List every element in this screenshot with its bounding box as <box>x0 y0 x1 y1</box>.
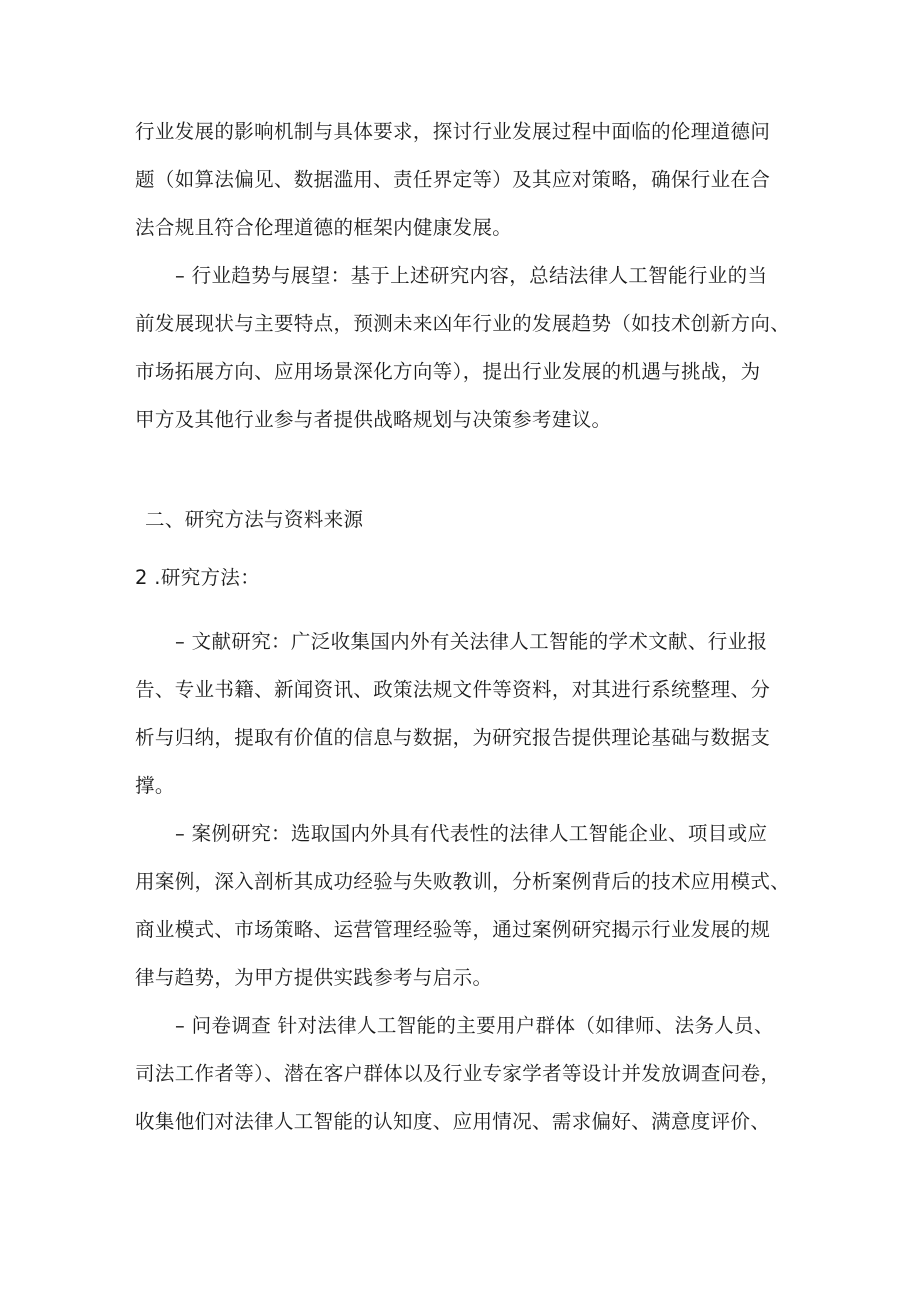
paragraph-line: 撑。 <box>135 774 175 797</box>
paragraph-line: 用案例，深入剖析其成功经验与失败教训，分析案例背后的技术应用模式、 <box>135 870 791 893</box>
paragraph-line: 告、专业书籍、新闻资讯、政策法规文件等资料，对其进行系统整理、分 <box>135 678 771 701</box>
paragraph-line: – 问卷调查 针对法律人工智能的主要用户群体（如律师、法务人员、 <box>175 1014 774 1037</box>
paragraph-line: 商业模式、市场策略、运营管理经验等，通过案例研究揭示行业发展的规 <box>135 918 771 941</box>
paragraph-line: 律与趋势，为甲方提供实践参考与启示。 <box>135 966 493 989</box>
paragraph-line: 析与归纳，提取有价值的信息与数据，为研究报告提供理论基础与数据支 <box>135 726 771 749</box>
subsection-heading: 2 .研究方法： <box>135 566 261 589</box>
paragraph-line: 收集他们对法律人工智能的认知度、应用情况、需求偏好、满意度评价、 <box>135 1110 771 1133</box>
paragraph-line: 法合规且符合伦理道德的框架内健康发展。 <box>135 216 513 239</box>
section-heading: 二、研究方法与资料来源 <box>145 508 364 531</box>
paragraph-line: 甲方及其他行业参与者提供战略规划与决策参考建议。 <box>135 408 612 431</box>
paragraph-line: – 行业趋势与展望：基于上述研究内容，总结法律人工智能行业的当 <box>175 264 768 287</box>
paragraph-line: 前发展现状与主要特点，预测未来凶年行业的发展趋势（如技术创新方向、 <box>135 312 791 335</box>
paragraph-line: 题（如算法偏见、数据滥用、责任界定等）及其应对策略，确保行业在合 <box>135 168 771 191</box>
paragraph-line: – 案例研究：选取国内外具有代表性的法律人工智能企业、项目或应 <box>175 822 768 845</box>
paragraph-line: 司法工作者等）、潜在客户群体以及行业专家学者等设计并发放调查问卷， <box>135 1062 781 1085</box>
paragraph-line: 市场拓展方向、应用场景深化方向等），提出行业发展的机遇与挑战，为 <box>135 360 761 383</box>
paragraph-line: 行业发展的影响机制与具体要求，探讨行业发展过程中面临的伦理道德问 <box>135 120 771 143</box>
paragraph-line: – 文献研究：广泛收集国内外有关法律人工智能的学术文献、行业报 <box>175 630 768 653</box>
